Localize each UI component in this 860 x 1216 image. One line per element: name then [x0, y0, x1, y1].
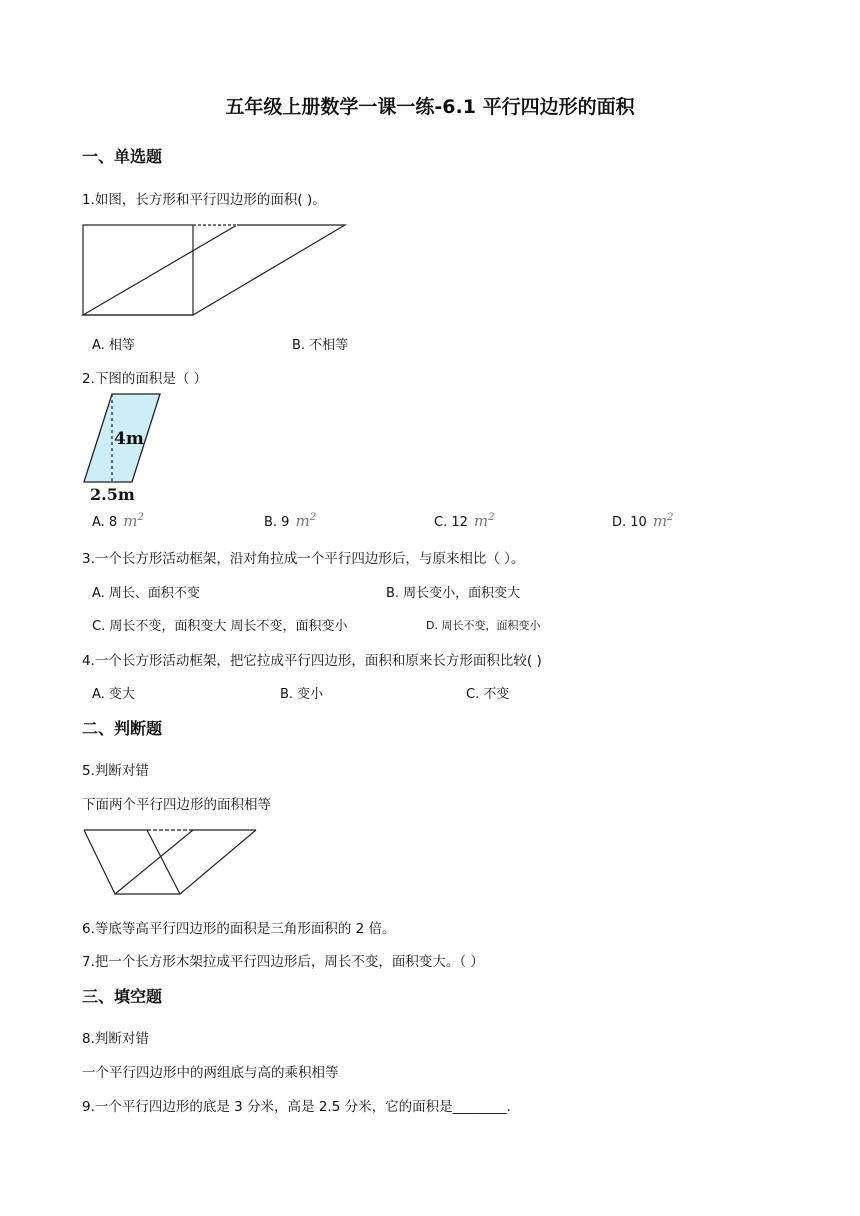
- base-label: 2.5m: [90, 485, 135, 504]
- question-3-text: 3.一个长方形活动框架，沿对角拉成一个平行四边形后，与原来相比（ ）。: [82, 551, 525, 567]
- question-4-option-c[interactable]: C. 不变: [466, 687, 510, 702]
- question-5-figure: [82, 826, 260, 898]
- parallelogram-right-shape: [147, 830, 256, 894]
- question-2-option-d[interactable]: D. 10 $m^2$: [612, 512, 674, 530]
- page-title: 五年级上册数学一课一练-6.1 平行四边形的面积: [225, 96, 635, 118]
- unit-label: $m^2$: [123, 512, 144, 530]
- question-2-option-b[interactable]: B. 9 $m^2$: [264, 512, 317, 530]
- unit-label: $m^2$: [652, 512, 674, 530]
- rectangle-shape: [83, 225, 193, 315]
- unit-label: $m^2$: [295, 512, 317, 530]
- question-1-figure: [82, 222, 352, 318]
- question-1-option-b[interactable]: B. 不相等: [292, 338, 349, 353]
- question-6-text: 6.等底等高平行四边形的面积是三角形面积的 2 倍。: [82, 921, 396, 937]
- section-heading-fill-blank: 三、填空题: [82, 987, 163, 1006]
- question-2-text: 2.下图的面积是（ ）: [82, 371, 208, 387]
- section-heading-true-false: 二、判断题: [82, 719, 163, 738]
- unit-label: $m^2$: [473, 512, 495, 530]
- parallelogram-left-shape: [84, 830, 193, 894]
- question-4-option-a[interactable]: A. 变大: [92, 687, 135, 702]
- question-1-option-a[interactable]: A. 相等: [92, 338, 135, 353]
- question-2-option-a[interactable]: A. 8 $m^2$: [92, 512, 144, 530]
- question-2-option-c[interactable]: C. 12 $m^2$: [434, 512, 495, 530]
- question-4-option-b[interactable]: B. 变小: [280, 687, 324, 702]
- question-5-text: 5.判断对错: [82, 763, 149, 779]
- question-2-figure: [82, 392, 172, 504]
- question-3-option-d[interactable]: D. 周长不变，面积变小: [426, 619, 541, 632]
- question-1-text: 1.如图，长方形和平行四边形的面积( )。: [82, 192, 326, 208]
- parallelogram-shape: [83, 225, 345, 315]
- question-4-text: 4.一个长方形活动框架，把它拉成平行四边形，面积和原来长方形面积比较( ): [82, 653, 542, 669]
- section-heading-single-choice: 一、单选题: [82, 147, 163, 166]
- question-5-statement: 下面两个平行四边形的面积相等: [82, 797, 271, 813]
- height-label: 4m: [114, 429, 144, 449]
- question-7-text: 7.把一个长方形木架拉成平行四边形后，周长不变，面积变大。（ ）: [82, 954, 484, 970]
- question-3-option-a[interactable]: A. 周长、面积不变: [92, 586, 200, 601]
- question-9-text: 9.一个平行四边形的底是 3 分米，高是 2.5 分米，它的面积是________.: [82, 1099, 511, 1115]
- question-8-statement: 一个平行四边形中的两组底与高的乘积相等: [82, 1065, 339, 1081]
- question-8-text: 8.判断对错: [82, 1031, 149, 1047]
- question-3-option-b[interactable]: B. 周长变小，面积变大: [386, 586, 521, 601]
- question-3-option-c[interactable]: C. 周长不变，面积变大 周长不变，面积变小: [92, 619, 348, 634]
